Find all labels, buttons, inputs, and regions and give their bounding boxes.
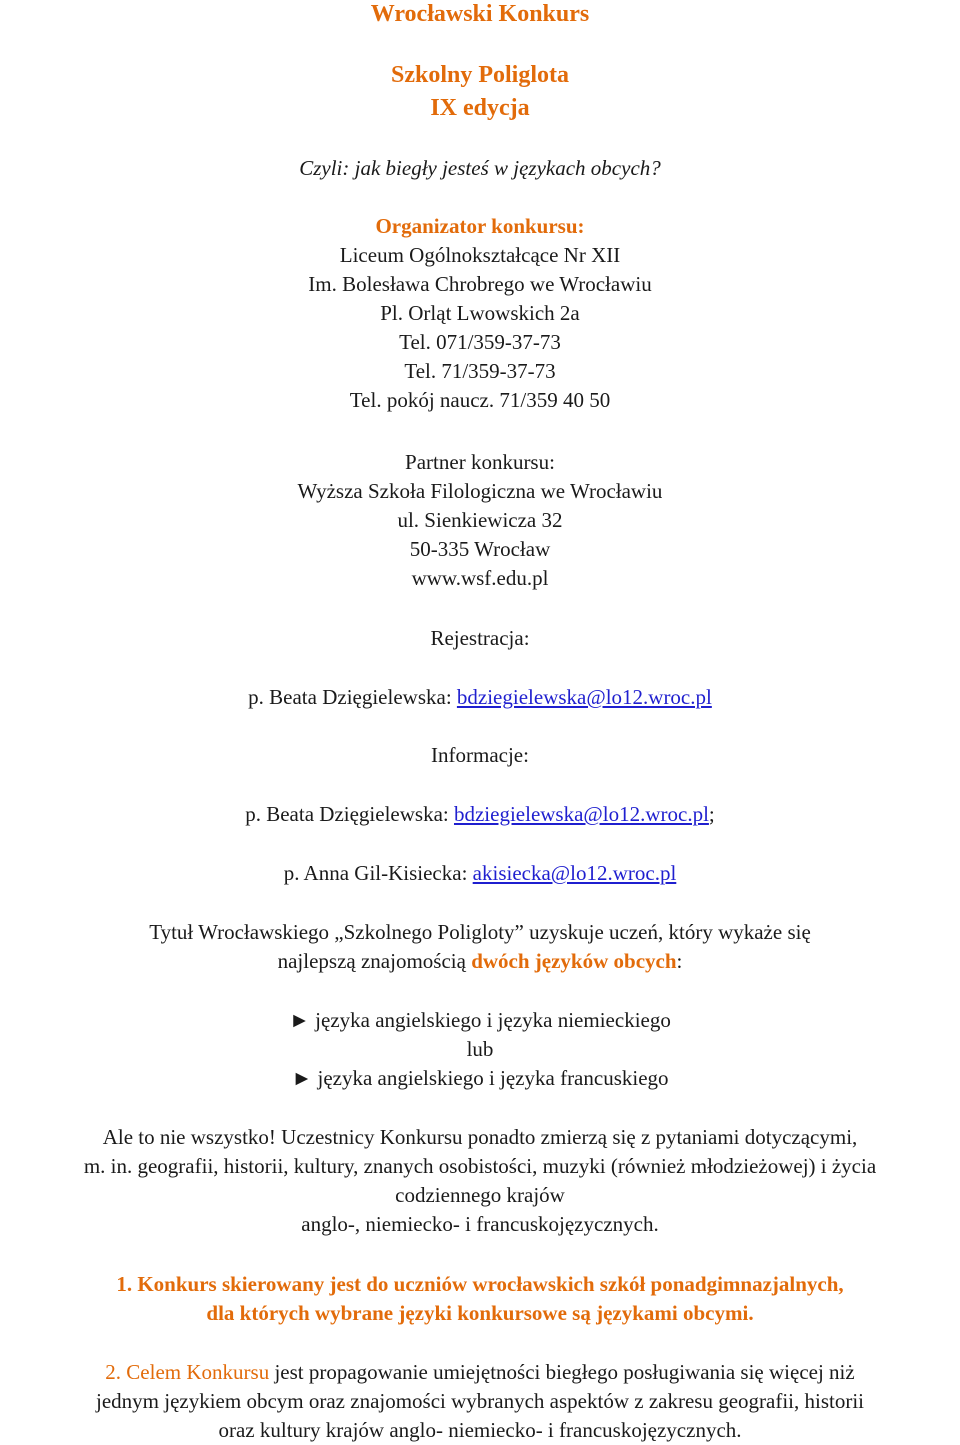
tagline: Czyli: jak biegły jesteś w językach obcych? bbox=[299, 156, 661, 180]
rule-1-line: dla których wybrane języki konkursowe są językami obcymi. bbox=[206, 1301, 754, 1325]
extra-topics-line: m. in. geografii, historii, kultury, znanych osobistości, muzyki (również młodzieżowej) i życia bbox=[83, 1154, 877, 1178]
info-email-link-1[interactable]: bdziegielewska@lo12.wroc.pl bbox=[453, 802, 709, 826]
organizer-line: Pl. Orląt Lwowskich 2a bbox=[380, 301, 580, 325]
rule-2-line-1 bbox=[0, 1358, 960, 1387]
registration-person: p. Beata Dzięgielewska: bbox=[248, 685, 457, 709]
registration-contact bbox=[0, 683, 960, 712]
language-or: lub bbox=[466, 1037, 494, 1061]
language-option-2: ► języka angielskiego i języka francuskiego bbox=[291, 1066, 669, 1090]
organizer-line: Tel. pokój naucz. 71/359 40 50 bbox=[349, 388, 611, 412]
partner-line: Wyższa Szkoła Filologiczna we Wrocławiu bbox=[297, 479, 663, 503]
rule-2-line: oraz kultury krajów anglo- niemiecko- i francuskojęzycznych. bbox=[218, 1418, 742, 1442]
description-line-1: Tytuł Wrocławskiego „Szkolnego Poligloty” uzyskuje uczeń, który wykaże się bbox=[149, 920, 811, 944]
partner-line: ul. Sienkiewicza 32 bbox=[397, 508, 563, 532]
info-contact-1 bbox=[0, 800, 960, 829]
info-separator: ; bbox=[708, 802, 715, 826]
rule-2-line: jednym językiem obcym oraz znajomości wybranych aspektów z zakresu geografii, historii bbox=[96, 1389, 864, 1413]
description-line-2 bbox=[0, 947, 960, 976]
info-heading: Informacje: bbox=[431, 743, 529, 767]
extra-topics-line: anglo-, niemiecko- i francuskojęzycznych. bbox=[301, 1212, 659, 1236]
registration-heading: Rejestracja: bbox=[430, 626, 530, 650]
extra-topics-line: Ale to nie wszystko! Uczestnicy Konkursu ponadto zmierzą się z pytaniami dotyczącymi, bbox=[102, 1125, 858, 1149]
rule-1-line: 1. Konkurs skierowany jest do uczniów wrocławskich szkół ponadgimnazjalnych, bbox=[116, 1272, 844, 1296]
description-colon: : bbox=[676, 949, 683, 973]
organizer-heading: Organizator konkursu: bbox=[375, 214, 585, 238]
contest-name: Szkolny Poliglota bbox=[390, 62, 570, 88]
info-person-2: p. Anna Gil-Kisiecka: bbox=[283, 861, 473, 885]
highlight-two-languages: dwóch języków obcych bbox=[471, 949, 677, 973]
info-person-1: p. Beata Dzięgielewska: bbox=[245, 802, 454, 826]
registration-email-link[interactable]: bdziegielewska@lo12.wroc.pl bbox=[456, 685, 712, 709]
partner-heading: Partner konkursu: bbox=[405, 450, 555, 474]
description-text: najlepszą znajomością bbox=[277, 949, 472, 973]
document-title: Wrocławski Konkurs bbox=[370, 1, 590, 27]
partner-line: 50-335 Wrocław bbox=[409, 537, 551, 561]
organizer-line: Liceum Ogólnokształcące Nr XII bbox=[339, 243, 621, 267]
info-email-link-2[interactable]: akisiecka@lo12.wroc.pl bbox=[472, 861, 677, 885]
organizer-line: Tel. 71/359-37-73 bbox=[404, 359, 556, 383]
info-contact-2 bbox=[0, 859, 960, 888]
rule-2-highlight: Celem Konkursu bbox=[126, 1360, 270, 1384]
organizer-line: Im. Bolesława Chrobrego we Wrocławiu bbox=[308, 272, 652, 296]
partner-website: www.wsf.edu.pl bbox=[411, 566, 549, 590]
language-option-1: ► języka angielskiego i języka niemieckiego bbox=[289, 1008, 671, 1032]
extra-topics-line: codziennego krajów bbox=[395, 1183, 565, 1207]
edition-label: IX edycja bbox=[430, 95, 530, 121]
organizer-line: Tel. 071/359-37-73 bbox=[399, 330, 561, 354]
rule-2-number: 2. bbox=[105, 1360, 127, 1384]
rule-2-text: jest propagowanie umiejętności biegłego posługiwania się więcej niż bbox=[269, 1360, 855, 1384]
